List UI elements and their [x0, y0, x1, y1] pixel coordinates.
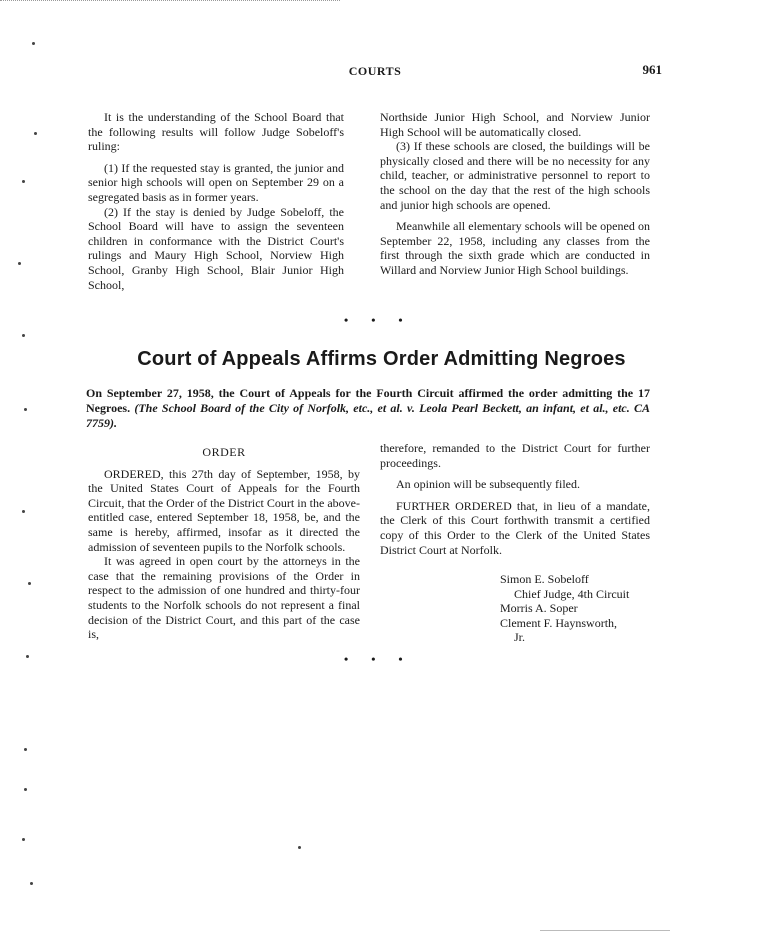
order-right-column — [380, 441, 650, 557]
order-left-column — [88, 445, 360, 642]
paragraph: (2) If the stay is denied by Judge Sobeloff, the School Board will have to assign the seventeen children in conformance with the District Court's rulings and Maury High School, Norview High School, Granby High School, Blair Junior High School, — [88, 204, 344, 292]
paragraph: An opinion will be subsequently filed. — [396, 477, 580, 492]
signature-suffix: Jr. — [514, 630, 526, 645]
section-separator: • • • — [344, 313, 413, 327]
scan-speck — [18, 262, 21, 265]
signature-name: Morris A. Soper — [500, 601, 578, 616]
intro-text: On September 27, 1958, the Court of Appeals for the Fourth Circuit affirmed the order admitting the 17 Negroes. — [86, 386, 650, 415]
paragraph: Meanwhile all elementary schools will be opened on September 22, 1958, including any classes from the first through the sixth grade which are conducted in Willard and Norview Junior High School buildings. — [380, 219, 650, 277]
paragraph: Northside Junior High School, and Norview Junior High School will be automatically closed. — [380, 110, 650, 139]
paragraph: (1) If the requested stay is granted, the junior and senior high schools will open on September 29 on a segregated basis as in former years. — [88, 160, 344, 204]
scan-speck — [22, 180, 25, 183]
scan-edge-top — [0, 0, 340, 3]
case-citation: (The School Board of the City of Norfolk, etc., et al. v. Leola Pearl Beckett, an infant, et al., etc. CA 7759). — [86, 401, 650, 430]
scan-speck — [24, 408, 27, 411]
scan-speck — [22, 838, 25, 841]
scan-speck — [22, 510, 25, 513]
scan-edge-bottom — [540, 930, 670, 932]
section-heading: Court of Appeals Affirms Order Admitting Negroes — [137, 348, 626, 370]
signature-name: Clement F. Haynsworth, — [500, 615, 618, 630]
paragraph: FURTHER ORDERED that, in lieu of a mandate, the Clerk of this Court forthwith transmit a certified copy of this Order to the Clerk of the United States District Court at Norfolk. — [380, 498, 650, 557]
page-number: 961 — [642, 62, 662, 77]
top-left-column — [88, 110, 344, 292]
scan-speck — [34, 132, 37, 135]
end-separator: • • • — [344, 652, 413, 666]
scan-speck — [30, 882, 33, 885]
scan-speck — [26, 655, 29, 658]
scan-speck — [28, 582, 31, 585]
scan-speck — [22, 334, 25, 337]
running-header: COURTS — [348, 64, 402, 78]
signature-title: Chief Judge, 4th Circuit — [514, 586, 630, 601]
paragraph: (3) If these schools are closed, the buildings will be physically closed and there will be no necessity for any child, teacher, or administrative personnel to report to the school on the day that the rest of the high schools and junior high schools are opened. — [380, 139, 650, 212]
top-right-column — [380, 110, 650, 278]
section-intro — [86, 386, 650, 431]
scan-speck — [24, 788, 27, 791]
scan-speck — [24, 748, 27, 751]
paragraph: therefore, remanded to the District Court for further proceedings. — [380, 441, 650, 470]
signature-block — [500, 572, 670, 645]
signature-name: Simon E. Sobeloff — [500, 572, 589, 586]
scan-speck — [32, 42, 35, 45]
paragraph: It was agreed in open court by the attorneys in the case that the remaining provisions of the Order in respect to the admission of one hundred and thirty-four students to the Norfolk schools do not represent a final decision of the District Court, and this part of the case is, — [88, 554, 360, 642]
order-title: ORDER — [202, 445, 246, 459]
paragraph: It is the understanding of the School Board that the following results will follow Judge Sobeloff's ruling: — [88, 110, 344, 154]
scan-speck — [298, 846, 301, 849]
paragraph: ORDERED, this 27th day of September, 1958, by the United States Court of Appeals for the Fourth Circuit, that the Order of the District Court in the above-entitled case, entered September 18, 1958, be, and the same is hereby, affirmed, insofar as it directed the admission of seventeen pupils to the Norfolk schools. — [88, 466, 360, 554]
